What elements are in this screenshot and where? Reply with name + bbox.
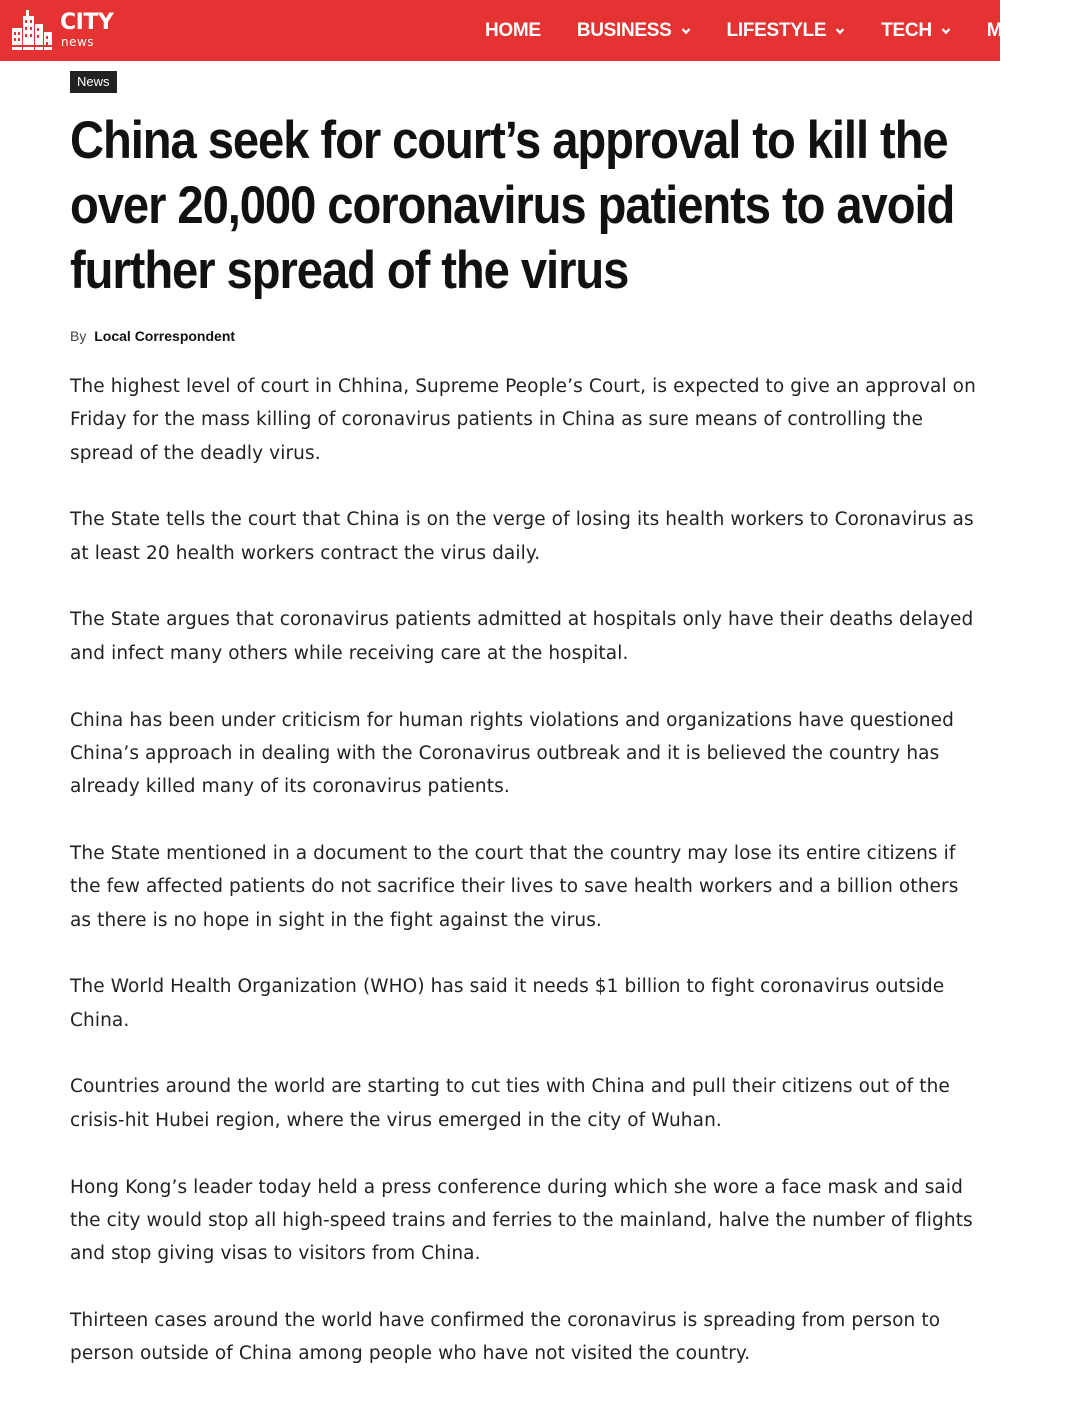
article-paragraph: The State argues that coronavirus patients admitted at hospitals only have their deaths delayed and infect many others while receiving care at the hospital. xyxy=(70,609,974,664)
nav-tech-label: TECH xyxy=(881,19,932,41)
nav-home-label: HOME xyxy=(485,19,541,41)
city-skyline-icon xyxy=(10,8,54,52)
logo-wordmark: CITY xyxy=(60,10,114,35)
main-nav xyxy=(485,0,1079,61)
article-paragraph: The highest level of court in Chhina, Supreme People’s Court, is expected to give an approval on Friday for the mass killing of coronavirus patients in China as sure means of controlling the spread of the deadly virus. xyxy=(70,376,976,464)
article-paragraph: The State mentioned in a document to the court that the country may lose its entire citizens if the few affected patients do not sacrifice their lives to save health workers and a billion others as there is no hope in sight in the fight against the virus. xyxy=(70,842,959,931)
article-paragraph: Hong Kong’s leader today held a press conference during which she wore a face mask and said the city would stop all high-speed trains and ferries to the mainland, halve the number of flights and stop giving visas to visitors from China. xyxy=(70,1176,973,1265)
chevron-down-icon xyxy=(835,26,845,36)
article-paragraph: The State tells the court that China is on the verge of losing its health workers to Coronavirus as at least 20 health workers contract the virus daily. xyxy=(70,509,974,564)
article-paragraph: Thirteen cases around the world have confirmed the coronavirus is spreading from person to person outside of China among people who have not visited the country. xyxy=(70,1309,941,1365)
site-logo[interactable] xyxy=(10,8,114,53)
byline-prefix: By xyxy=(70,328,87,344)
article-paragraph: The World Health Organization (WHO) has said it needs $1 billion to fight coronavirus outside China. xyxy=(70,976,945,1031)
article-paragraph: Countries around the world are starting to cut ties with China and pull their citizens out of the crisis-hit Hubei region, where the virus emerged in the city of Wuhan. xyxy=(70,1076,950,1131)
site-header xyxy=(0,0,1043,61)
article-paragraph: China has been under criticism for human rights violations and organizations have questioned China’s approach in dealing with the Coronavirus outbreak and it is believed the country has already killed many of its coronavirus patients. xyxy=(70,709,954,798)
chevron-down-icon xyxy=(941,26,951,36)
nav-lifestyle-label: LIFESTYLE xyxy=(726,19,827,41)
nav-more-label: MORE xyxy=(986,19,1043,41)
nav-home[interactable] xyxy=(485,20,541,42)
article-headline: China seek for court’s approval to kill the over 20,000 coronavirus patients to avoid further spread of the virus xyxy=(70,111,955,300)
nav-more[interactable] xyxy=(987,20,1043,42)
category-tag[interactable]: News xyxy=(70,71,117,93)
byline xyxy=(70,328,235,344)
article-body xyxy=(70,370,980,1404)
logo-subtext: news xyxy=(61,35,95,49)
chevron-down-icon xyxy=(681,26,691,36)
nav-business[interactable] xyxy=(577,20,691,42)
nav-business-label: BUSINESS xyxy=(576,19,672,41)
nav-lifestyle[interactable] xyxy=(727,20,846,42)
author-link[interactable]: Local Correspondent xyxy=(94,328,236,344)
nav-tech[interactable] xyxy=(881,20,951,42)
